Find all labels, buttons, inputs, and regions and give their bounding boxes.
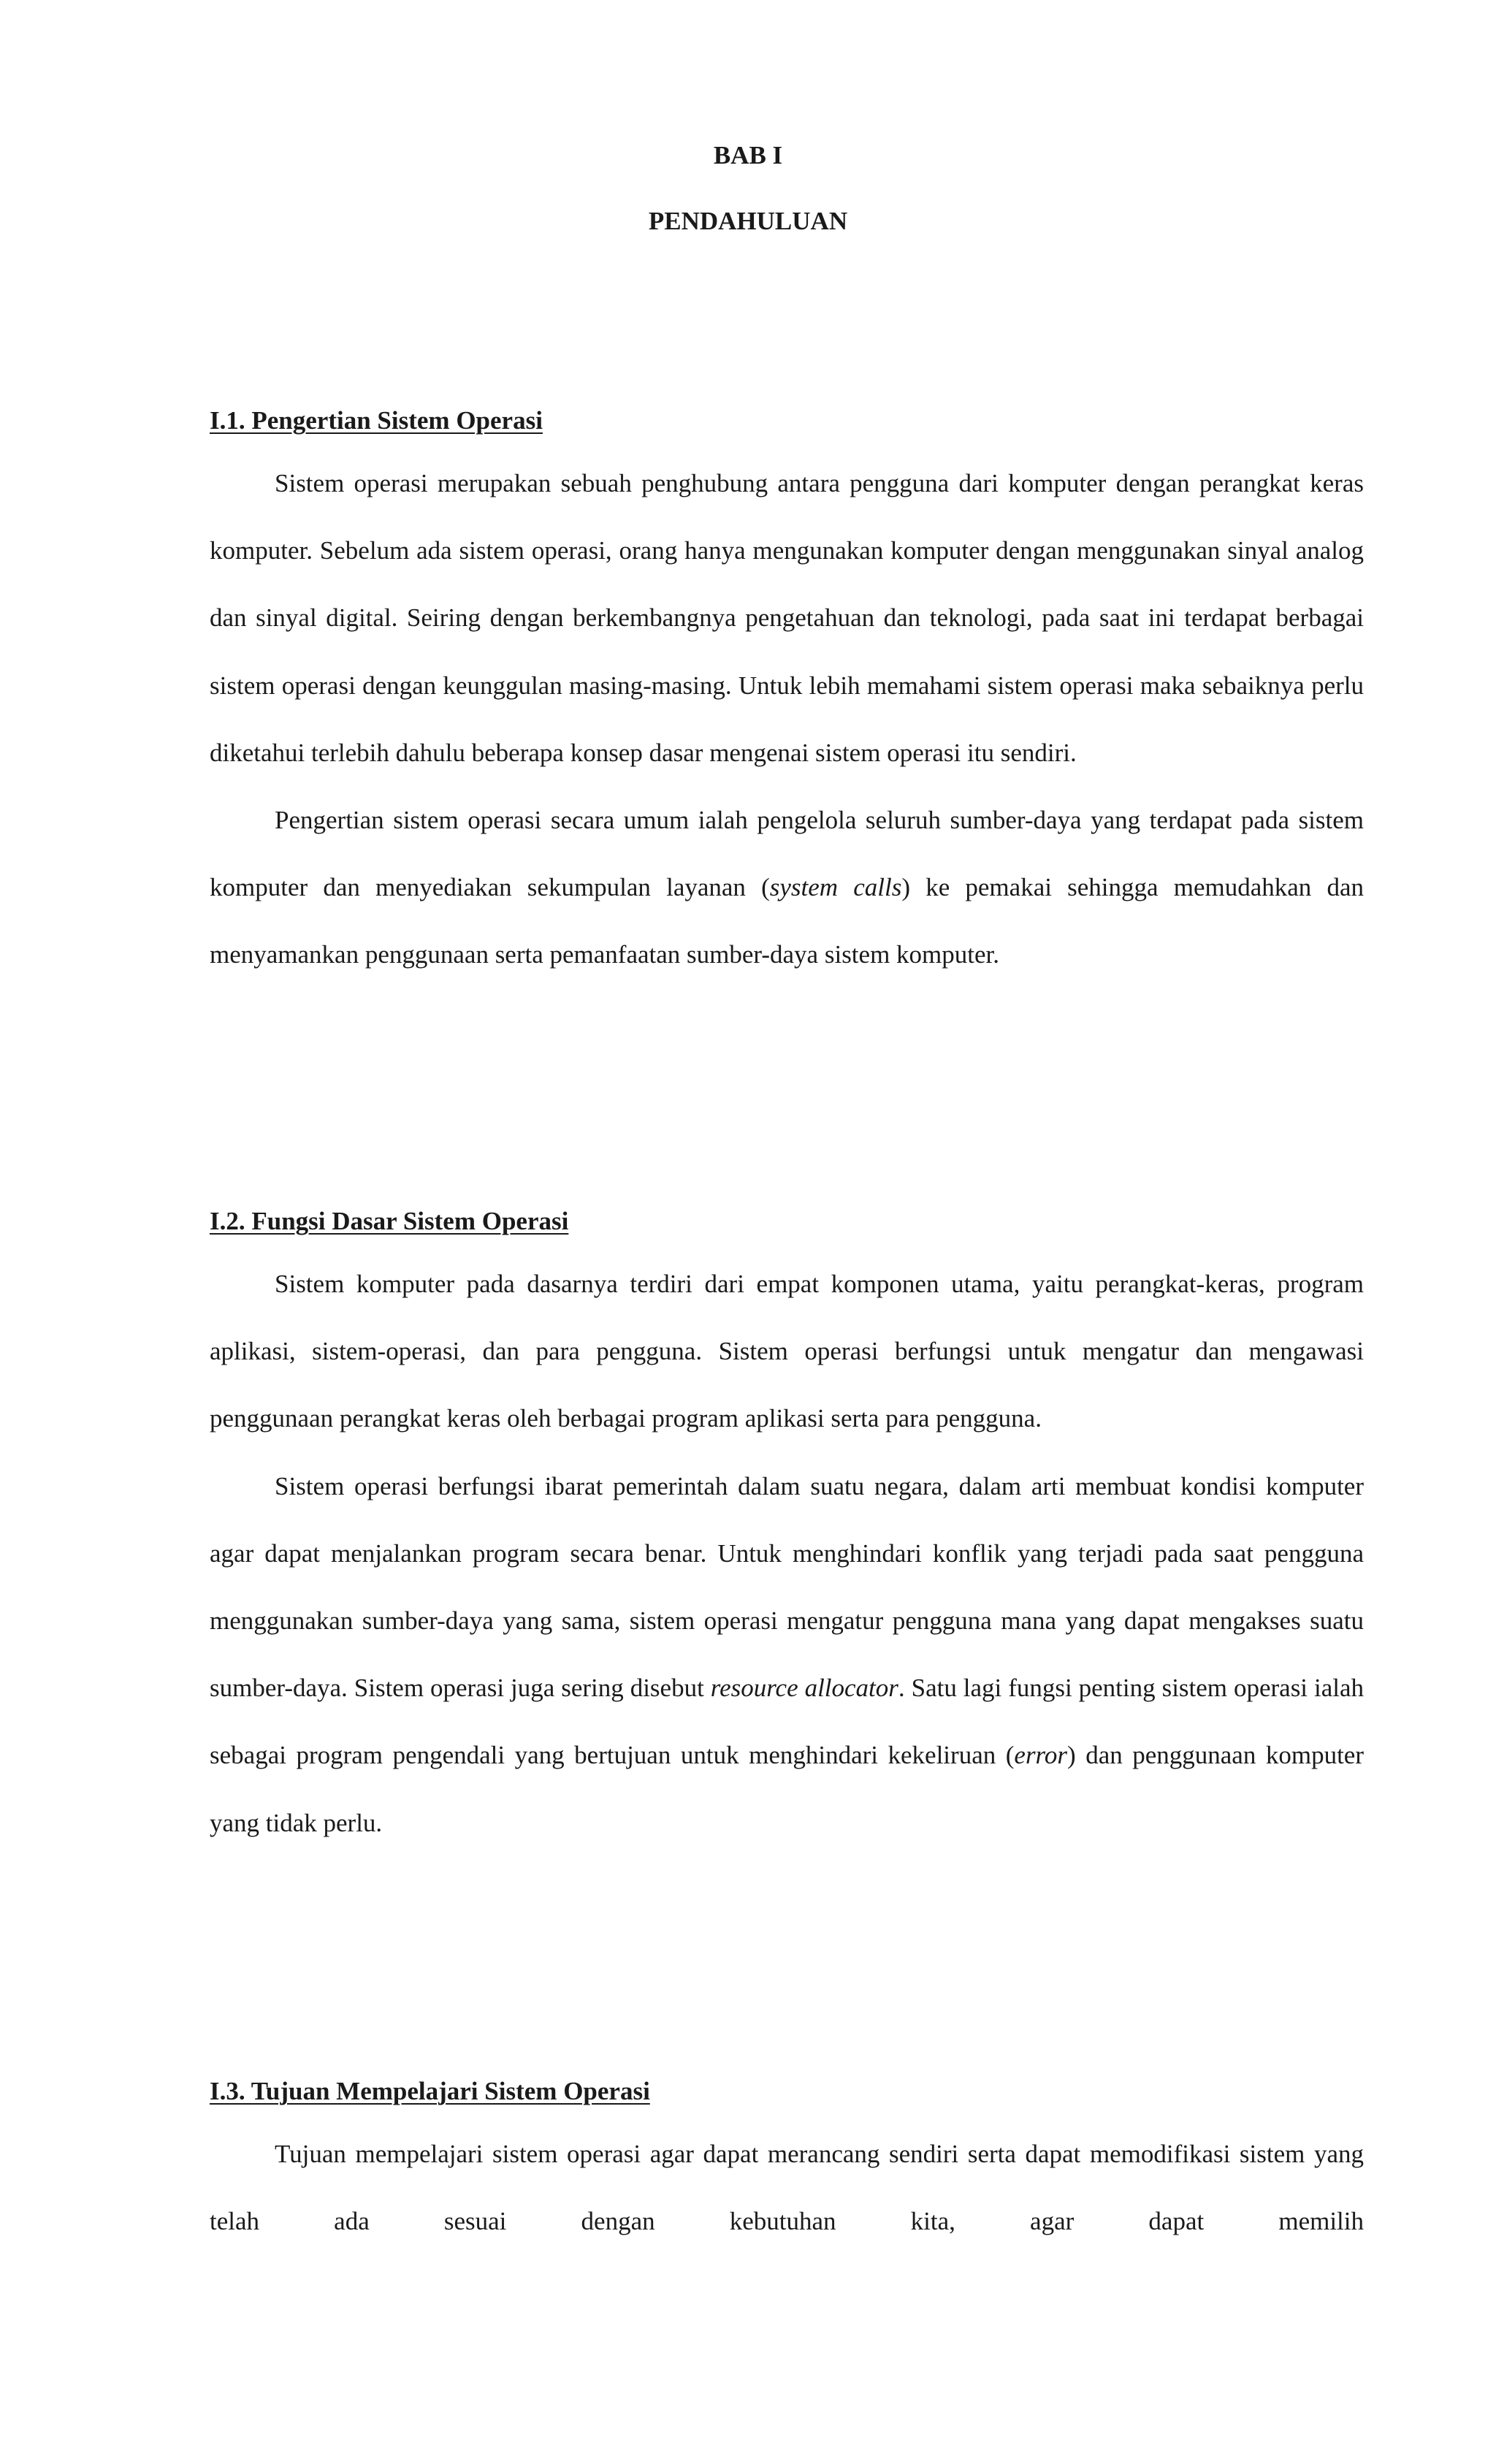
section-pengertian	[210, 406, 1364, 989]
italic-term: resource allocator	[710, 1674, 898, 1703]
chapter-number: BAB I	[713, 141, 783, 169]
section-heading: I.3. Tujuan Mempelajari Sistem Operasi	[210, 2077, 650, 2105]
chapter-title: PENDAHULUAN	[648, 207, 848, 235]
section-tujuan	[210, 2077, 1364, 2255]
paragraph-text: ) dan penggunaan komputer yang tidak perlu.	[210, 1741, 1364, 1837]
paragraph-text: . Satu lagi fungsi penting sistem operasi ialah sebagai program pengendali yang bertujuan untuk menghindari kekeliruan (	[210, 1674, 1364, 1770]
paragraph	[210, 1453, 1364, 1857]
paragraph	[210, 787, 1364, 989]
paragraph-text: Pengertian sistem operasi secara umum ialah pengelola seluruh sumber-daya yang terdapat pada sistem komputer dan menyediakan sekumpulan layanan (	[210, 806, 1364, 902]
paragraph: Tujuan mempelajari sistem operasi agar dapat merancang sendiri serta dapat memodifikasi sistem yang telah ada sesuai dengan kebutuhan kita, agar dapat memilih	[210, 2140, 1364, 2236]
italic-term: system calls	[769, 873, 902, 902]
italic-term: error	[1014, 1741, 1068, 1770]
paragraph: Sistem komputer pada dasarnya terdiri dari empat komponen utama, yaitu perangkat-keras, program aplikasi, sistem-operasi, dan para pengguna. Sistem operasi berfungsi untuk mengatur dan mengawasi penggunaan perangkat keras oleh berbagai program aplikasi serta para pengguna.	[210, 1270, 1364, 1433]
paragraph-text: ) ke pemakai sehingga memudahkan dan menyamankan penggunaan serta pemanfaatan sumber-daya sistem komputer.	[210, 873, 1364, 969]
section-heading: I.2. Fungsi Dasar Sistem Operasi	[210, 1207, 569, 1235]
paragraph-text: Sistem operasi berfungsi ibarat pemerintah dalam suatu negara, dalam arti membuat kondisi komputer agar dapat menjalankan program secara benar. Untuk menghindari konflik yang terjadi pada saat pengguna menggunakan sumber-daya yang sama, sistem operasi mengatur pengguna mana yang dapat mengakses suatu sumber-daya. Sistem operasi juga sering disebut	[210, 1471, 1364, 1703]
paragraph: Sistem operasi merupakan sebuah penghubung antara pengguna dari komputer dengan perangkat keras komputer. Sebelum ada sistem operasi, orang hanya mengunakan komputer dengan menggunakan sinyal analog dan sinyal digital. Seiring dengan berkembangnya pengetahuan dan teknologi, pada saat ini terdapat berbagai sistem operasi dengan keunggulan masing-masing. Untuk lebih memahami sistem operasi maka sebaiknya perlu diketahui terlebih dahulu beberapa konsep dasar mengenai sistem operasi itu sendiri.	[210, 469, 1364, 767]
section-fungsi-dasar	[210, 1207, 1364, 1857]
section-heading: I.1. Pengertian Sistem Operasi	[210, 406, 543, 435]
